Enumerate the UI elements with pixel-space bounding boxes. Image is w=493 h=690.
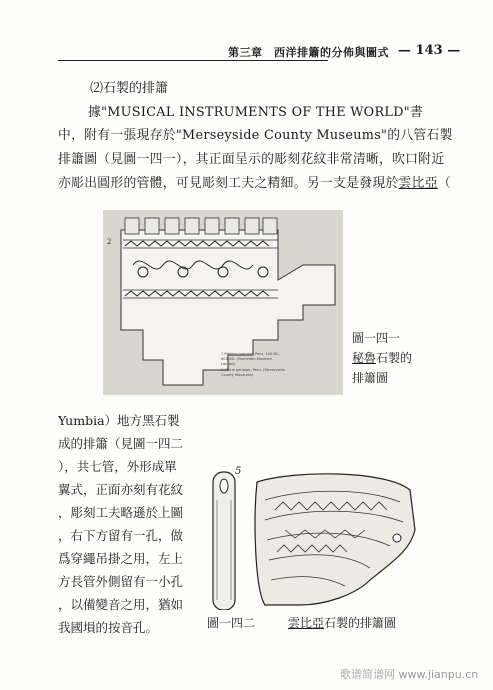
- side-line-5: ，彫刻工夫略遜於上圖: [58, 505, 184, 520]
- side-line-7: 爲穿繩吊掛之用，左上: [58, 551, 184, 566]
- place-name-yumbia: 雲比亞: [398, 176, 438, 191]
- paragraph-line-1: 據"MUSICAL INSTRUMENTS OF THE WORLD"書: [88, 105, 424, 120]
- paragraph-line-4: [58, 172, 451, 191]
- paragraph-line-2: 中，附有一張現存於"Merseyside County Museums"的八管石製: [58, 128, 453, 143]
- figure-142-label: 圖一四二: [207, 616, 256, 630]
- side-line-1: Yumbia）地方黑石製: [58, 413, 180, 428]
- paragraph-line-3: 排簫圖（見圖一四一），其正面呈示的彫刻花紋非常清晰，吹口附近: [58, 152, 445, 167]
- figure-142-image: [205, 460, 423, 610]
- side-line-3: ），共七管，外形成單: [58, 459, 177, 474]
- side-line-9: ，以備變音之用，猶如: [58, 597, 184, 612]
- page-number: — 143 —: [398, 43, 461, 58]
- figure-142-caption-rest: 石製的排簫圖: [324, 616, 397, 630]
- paragraph-line-4-text: 亦彫出圓形的管體，可見彫刻工夫之精細。另一支是發現於: [58, 176, 399, 191]
- chapter-title: 第三章 西洋排簫的分佈與圖式: [228, 46, 389, 59]
- header-rule: [58, 60, 328, 61]
- figure-142-number: 5: [235, 466, 242, 477]
- open-paren: （: [437, 176, 451, 191]
- figure-141-caption-end: 排簫圖: [352, 371, 389, 385]
- figure-141-note-4: 2 Stone panpipe, Peru. (Merseyside: [221, 368, 285, 372]
- figure-141-image: [103, 210, 343, 395]
- figure-141-number: 2: [107, 238, 112, 246]
- figure-141-caption-desc: [352, 348, 412, 368]
- section-title: ⑵石製的排簫: [90, 81, 169, 96]
- figure-141-note-1: 1 Pottery panpipe, Peru, 100 BC–: [221, 352, 281, 356]
- figure-142-caption: [288, 614, 396, 631]
- figure-141-caption: [352, 328, 412, 388]
- side-line-6: ，右下方留有一孔，做: [58, 528, 184, 543]
- figure-141-note-3: London): [221, 362, 236, 366]
- figure-141-note-2: 600 AD. (Horniman Museum,: [221, 357, 274, 361]
- side-line-2: 成的排簫（見圖一四二: [58, 436, 184, 451]
- place-name-peru: 秘魯: [352, 351, 377, 365]
- side-line-10: 我國塤的按音孔。: [58, 620, 159, 635]
- watermark: 歌谱简谱网 www.jianpu.cn: [340, 668, 479, 681]
- side-line-8: 方長管外側留有一小孔: [58, 574, 184, 589]
- figure-141-caption-rest: 石製的: [376, 351, 413, 365]
- place-name-yumbia-caption: 雲比亞: [288, 616, 325, 630]
- figure-141-note-5: County Museums): [221, 373, 254, 377]
- side-line-4: 翼式，正面亦刻有花紋: [58, 482, 184, 497]
- figure-141-caption-label: 圖一四一: [352, 331, 401, 345]
